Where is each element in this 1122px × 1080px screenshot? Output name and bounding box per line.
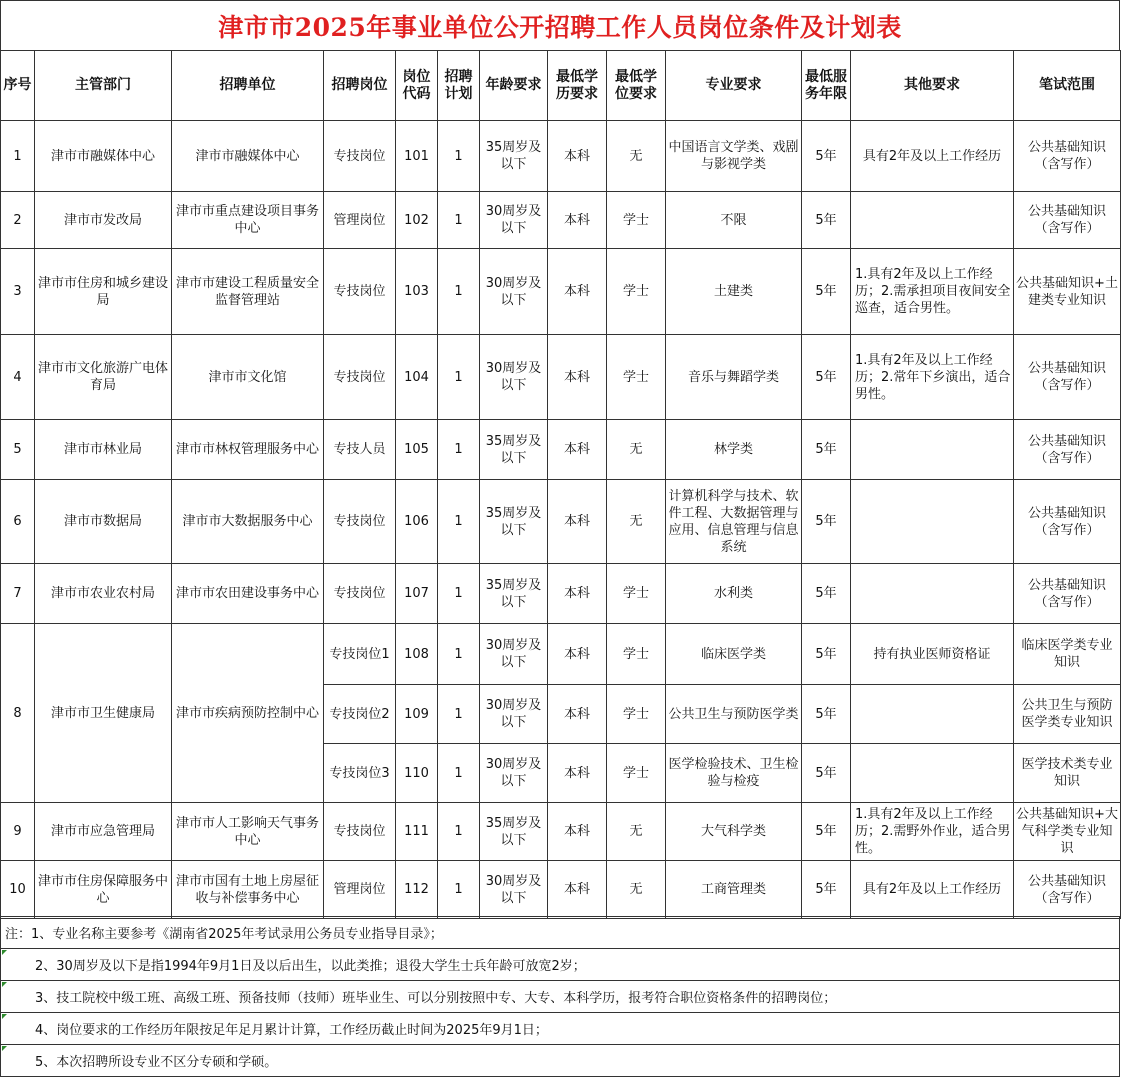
cell-unit: 津市市文化馆 (172, 335, 324, 420)
cell-major: 工商管理类 (666, 861, 802, 919)
page-title: 津市市2025年事业单位公开招聘工作人员岗位条件及计划表 (0, 0, 1120, 50)
cell-age: 30周岁及以下 (480, 192, 548, 249)
cell-service: 5年 (802, 192, 851, 249)
cell-code: 105 (396, 420, 438, 480)
cell-exam: 公共基础知识（含写作） (1014, 121, 1121, 192)
cell-marker-icon (2, 1014, 7, 1019)
cell-code: 108 (396, 624, 438, 685)
table-row (1, 861, 1121, 919)
cell-age: 35周岁及以下 (480, 564, 548, 624)
cell-post: 专技岗位 (324, 480, 396, 564)
cell-dept: 津市市住房保障服务中心 (35, 861, 172, 919)
cell-age: 30周岁及以下 (480, 335, 548, 420)
cell-plan: 1 (438, 803, 480, 861)
table-row (1, 803, 1121, 861)
cell-major: 土建类 (666, 249, 802, 335)
cell-code: 102 (396, 192, 438, 249)
note-line (0, 949, 1120, 981)
cell-degree: 学士 (607, 624, 666, 685)
cell-major: 水利类 (666, 564, 802, 624)
cell-degree: 学士 (607, 249, 666, 335)
cell-post: 管理岗位 (324, 192, 396, 249)
cell-marker-icon (2, 1046, 7, 1051)
cell-plan: 1 (438, 564, 480, 624)
cell-other (851, 564, 1014, 624)
cell-seq: 10 (1, 861, 35, 919)
cell-age: 30周岁及以下 (480, 249, 548, 335)
cell-dept: 津市市发改局 (35, 192, 172, 249)
cell-degree: 学士 (607, 564, 666, 624)
cell-plan: 1 (438, 685, 480, 744)
cell-age: 30周岁及以下 (480, 685, 548, 744)
table-row (1, 420, 1121, 480)
cell-other: 1.具有2年及以上工作经历；2.需野外作业，适合男性。 (851, 803, 1014, 861)
cell-code: 106 (396, 480, 438, 564)
cell-seq: 9 (1, 803, 35, 861)
cell-edu: 本科 (548, 624, 607, 685)
header-post: 招聘岗位 (324, 51, 396, 121)
note-line: 注：1、专业名称主要参考《湖南省2025年考试录用公务员专业指导目录》； (0, 916, 1120, 949)
cell-exam: 公共卫生与预防医学类专业知识 (1014, 685, 1121, 744)
header-edu: 最低学历要求 (548, 51, 607, 121)
cell-plan: 1 (438, 624, 480, 685)
cell-major: 计算机科学与技术、软件工程、大数据管理与应用、信息管理与信息系统 (666, 480, 802, 564)
cell-other (851, 480, 1014, 564)
cell-seq: 3 (1, 249, 35, 335)
cell-degree: 学士 (607, 192, 666, 249)
note-text: 4、岗位要求的工作经历年限按足年足月累计计算，工作经历截止时间为2025年9月1日； (35, 1023, 548, 1038)
cell-post: 管理岗位 (324, 861, 396, 919)
cell-age: 30周岁及以下 (480, 744, 548, 803)
cell-marker-icon (2, 950, 7, 955)
cell-other (851, 192, 1014, 249)
header-age: 年龄要求 (480, 51, 548, 121)
cell-service: 5年 (802, 564, 851, 624)
cell-post: 专技岗位 (324, 121, 396, 192)
cell-exam: 公共基础知识（含写作） (1014, 335, 1121, 420)
cell-major: 不限 (666, 192, 802, 249)
cell-post: 专技岗位 (324, 335, 396, 420)
note-text: 3、技工院校中级工班、高级工班、预备技师（技师）班毕业生、可以分别按照中专、大专、本科学历，报考符合职位资格条件的招聘岗位； (35, 991, 837, 1006)
cell-service: 5年 (802, 335, 851, 420)
cell-post: 专技岗位3 (324, 744, 396, 803)
cell-code: 109 (396, 685, 438, 744)
header-dept: 主管部门 (35, 51, 172, 121)
cell-degree: 学士 (607, 685, 666, 744)
cell-edu: 本科 (548, 861, 607, 919)
cell-exam: 公共基础知识（含写作） (1014, 420, 1121, 480)
table-row (1, 121, 1121, 192)
cell-degree: 无 (607, 861, 666, 919)
cell-other: 具有2年及以上工作经历 (851, 121, 1014, 192)
cell-age: 35周岁及以下 (480, 420, 548, 480)
cell-other (851, 685, 1014, 744)
cell-exam: 公共基础知识+大气科学类专业知识 (1014, 803, 1121, 861)
cell-degree: 无 (607, 480, 666, 564)
cell-plan: 1 (438, 192, 480, 249)
cell-code: 111 (396, 803, 438, 861)
cell-edu: 本科 (548, 803, 607, 861)
cell-code: 104 (396, 335, 438, 420)
table-row (1, 249, 1121, 335)
cell-edu: 本科 (548, 420, 607, 480)
cell-service: 5年 (802, 803, 851, 861)
header-major: 专业要求 (666, 51, 802, 121)
cell-service: 5年 (802, 121, 851, 192)
cell-exam: 公共基础知识+土建类专业知识 (1014, 249, 1121, 335)
cell-plan: 1 (438, 420, 480, 480)
cell-unit: 津市市融媒体中心 (172, 121, 324, 192)
cell-dept: 津市市卫生健康局 (35, 624, 172, 803)
cell-plan: 1 (438, 480, 480, 564)
cell-exam: 公共基础知识（含写作） (1014, 564, 1121, 624)
cell-service: 5年 (802, 861, 851, 919)
table-row (1, 335, 1121, 420)
cell-major: 医学检验技术、卫生检验与检疫 (666, 744, 802, 803)
cell-unit: 津市市大数据服务中心 (172, 480, 324, 564)
cell-edu: 本科 (548, 685, 607, 744)
cell-seq: 4 (1, 335, 35, 420)
cell-unit: 津市市农田建设事务中心 (172, 564, 324, 624)
cell-post: 专技岗位1 (324, 624, 396, 685)
cell-other (851, 744, 1014, 803)
cell-dept: 津市市数据局 (35, 480, 172, 564)
cell-major: 音乐与舞蹈学类 (666, 335, 802, 420)
header-service: 最低服务年限 (802, 51, 851, 121)
cell-edu: 本科 (548, 564, 607, 624)
cell-exam: 公共基础知识（含写作） (1014, 861, 1121, 919)
cell-seq: 5 (1, 420, 35, 480)
cell-edu: 本科 (548, 192, 607, 249)
cell-post: 专技岗位 (324, 564, 396, 624)
cell-plan: 1 (438, 121, 480, 192)
cell-service: 5年 (802, 685, 851, 744)
note-line (0, 981, 1120, 1013)
cell-age: 35周岁及以下 (480, 121, 548, 192)
cell-code: 103 (396, 249, 438, 335)
cell-other: 具有2年及以上工作经历 (851, 861, 1014, 919)
table-row (1, 192, 1121, 249)
cell-degree: 学士 (607, 335, 666, 420)
cell-unit: 津市市重点建设项目事务中心 (172, 192, 324, 249)
cell-code: 112 (396, 861, 438, 919)
header-other: 其他要求 (851, 51, 1014, 121)
cell-service: 5年 (802, 480, 851, 564)
cell-seq: 7 (1, 564, 35, 624)
cell-major: 林学类 (666, 420, 802, 480)
cell-edu: 本科 (548, 335, 607, 420)
header-code: 岗位代码 (396, 51, 438, 121)
cell-post: 专技岗位 (324, 249, 396, 335)
cell-code: 107 (396, 564, 438, 624)
cell-edu: 本科 (548, 744, 607, 803)
cell-post: 专技岗位2 (324, 685, 396, 744)
notes-section (0, 916, 1120, 1077)
cell-dept: 津市市融媒体中心 (35, 121, 172, 192)
cell-code: 101 (396, 121, 438, 192)
header-plan: 招聘计划 (438, 51, 480, 121)
cell-marker-icon (2, 982, 7, 987)
cell-exam: 临床医学类专业知识 (1014, 624, 1121, 685)
header-exam: 笔试范围 (1014, 51, 1121, 121)
cell-degree: 无 (607, 803, 666, 861)
cell-exam: 公共基础知识（含写作） (1014, 192, 1121, 249)
cell-dept: 津市市应急管理局 (35, 803, 172, 861)
table-row (1, 564, 1121, 624)
cell-seq: 8 (1, 624, 35, 803)
note-line (0, 1045, 1120, 1077)
cell-age: 35周岁及以下 (480, 480, 548, 564)
header-unit: 招聘单位 (172, 51, 324, 121)
cell-unit: 津市市建设工程质量安全监督管理站 (172, 249, 324, 335)
cell-unit: 津市市疾病预防控制中心 (172, 624, 324, 803)
cell-exam: 公共基础知识（含写作） (1014, 480, 1121, 564)
cell-other: 1.具有2年及以上工作经历；2.常年下乡演出，适合男性。 (851, 335, 1014, 420)
cell-dept: 津市市住房和城乡建设局 (35, 249, 172, 335)
cell-service: 5年 (802, 744, 851, 803)
cell-seq: 1 (1, 121, 35, 192)
cell-major: 公共卫生与预防医学类 (666, 685, 802, 744)
cell-age: 30周岁及以下 (480, 861, 548, 919)
cell-service: 5年 (802, 249, 851, 335)
cell-seq: 6 (1, 480, 35, 564)
cell-dept: 津市市文化旅游广电体育局 (35, 335, 172, 420)
cell-dept: 津市市林业局 (35, 420, 172, 480)
table-row (1, 624, 1121, 685)
cell-age: 35周岁及以下 (480, 803, 548, 861)
cell-plan: 1 (438, 744, 480, 803)
cell-plan: 1 (438, 861, 480, 919)
cell-major: 大气科学类 (666, 803, 802, 861)
cell-plan: 1 (438, 249, 480, 335)
cell-service: 5年 (802, 420, 851, 480)
cell-plan: 1 (438, 335, 480, 420)
cell-post: 专技人员 (324, 420, 396, 480)
cell-service: 5年 (802, 624, 851, 685)
cell-dept: 津市市农业农村局 (35, 564, 172, 624)
cell-unit: 津市市林权管理服务中心 (172, 420, 324, 480)
header-degree: 最低学位要求 (607, 51, 666, 121)
header-seq: 序号 (1, 51, 35, 121)
table-row (1, 480, 1121, 564)
note-text: 2、30周岁及以下是指1994年9月1日及以后出生，以此类推；退役大学生士兵年龄可放宽2岁； (35, 959, 586, 974)
header-row (1, 51, 1121, 121)
cell-edu: 本科 (548, 480, 607, 564)
note-text: 5、本次招聘所设专业不区分专硕和学硕。 (35, 1055, 278, 1070)
cell-degree: 无 (607, 121, 666, 192)
cell-major: 临床医学类 (666, 624, 802, 685)
note-line (0, 1013, 1120, 1045)
cell-unit: 津市市国有土地上房屋征收与补偿事务中心 (172, 861, 324, 919)
cell-unit: 津市市人工影响天气事务中心 (172, 803, 324, 861)
recruitment-table (0, 50, 1121, 919)
cell-other: 持有执业医师资格证 (851, 624, 1014, 685)
cell-other: 1.具有2年及以上工作经历；2.需承担项目夜间安全巡查，适合男性。 (851, 249, 1014, 335)
cell-code: 110 (396, 744, 438, 803)
cell-age: 30周岁及以下 (480, 624, 548, 685)
cell-exam: 医学技术类专业知识 (1014, 744, 1121, 803)
cell-edu: 本科 (548, 121, 607, 192)
cell-other (851, 420, 1014, 480)
cell-major: 中国语言文学类、戏剧与影视学类 (666, 121, 802, 192)
cell-edu: 本科 (548, 249, 607, 335)
cell-seq: 2 (1, 192, 35, 249)
cell-post: 专技岗位 (324, 803, 396, 861)
cell-degree: 无 (607, 420, 666, 480)
cell-degree: 学士 (607, 744, 666, 803)
